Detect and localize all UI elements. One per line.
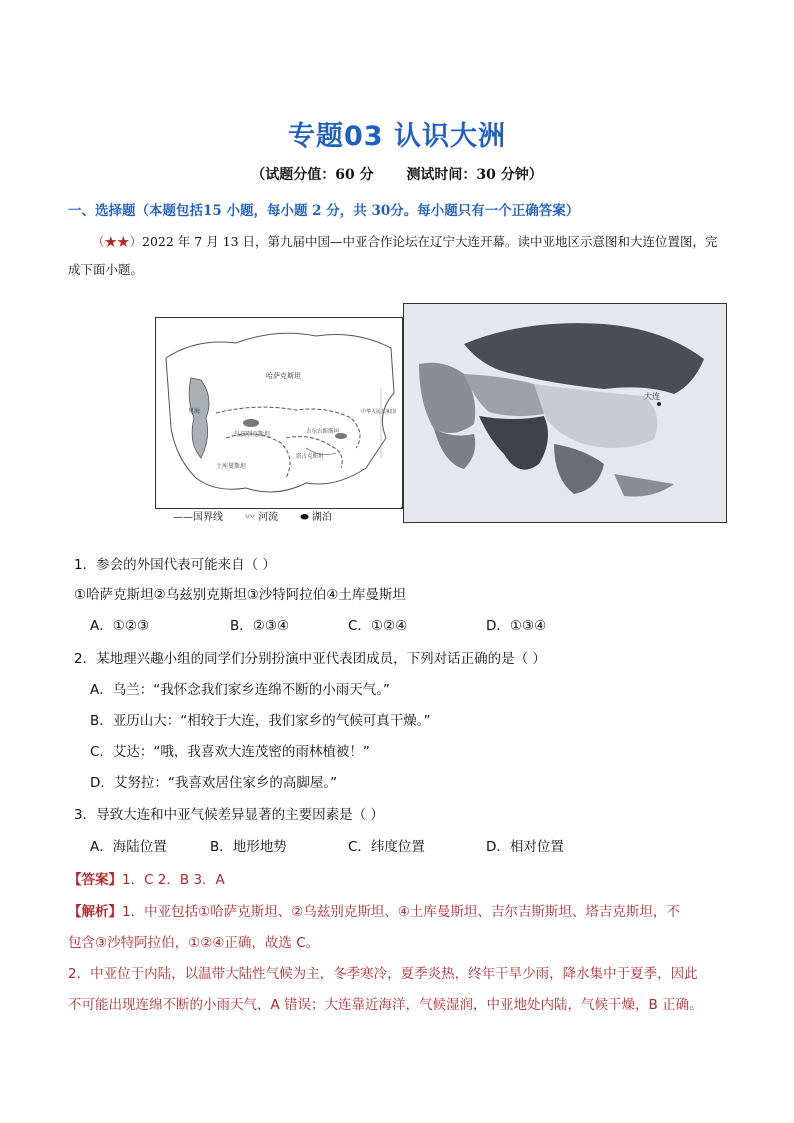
time-info: 测试时间：30 分钟） (406, 167, 543, 183)
label-dalian: 大连 (644, 392, 660, 401)
question-2-option-a[interactable]: A．乌兰：“我怀念我们家乡连绵不断的小雨天气。” (90, 682, 390, 698)
question-1-sub: ①哈萨克斯坦②乌兹别克斯坦③沙特阿拉伯④土库曼斯坦 (74, 587, 406, 603)
question-3-option-d[interactable]: D．相对位置 (486, 839, 564, 855)
analysis-tag: 【解析】 (68, 904, 122, 920)
label-uzbekistan: 乌兹别克斯坦 (234, 431, 271, 438)
question-1-option-a[interactable]: A．①②③ (90, 618, 150, 634)
question-2-option-d[interactable]: D．艾努拉：“我喜欢居住家乡的高脚屋。” (90, 775, 338, 791)
difficulty-stars: （★★） (92, 234, 143, 249)
analysis-line-2: 包含③沙特阿拉伯，①②④正确，故选 C。 (68, 935, 320, 951)
question-3-option-a[interactable]: A．海陆位置 (90, 839, 167, 855)
question-1-stem: 1．参会的外国代表可能来自（ ） (74, 557, 276, 573)
question-intro (68, 228, 728, 284)
central-asia-map-drawing (156, 318, 402, 508)
asia-map (403, 303, 727, 523)
legend-river: 〰 河流 (245, 512, 279, 523)
score-info: （试题分值：60 分 (251, 167, 374, 183)
exam-info (0, 164, 794, 184)
label-kyrgyzstan: 吉尔吉斯斯坦 (306, 429, 340, 435)
label-kazakhstan: 哈萨克斯坦 (266, 372, 301, 380)
question-3-stem: 3．导致大连和中亚气候差异显著的主要因素是（ ） (74, 807, 384, 823)
label-caspian: 里海 (188, 408, 201, 415)
question-1-option-b[interactable]: B．②③④ (230, 618, 290, 634)
label-china: 中华人民共和国 (361, 409, 397, 415)
intro-text: 2022 年 7 月 13 日，第九届中国—中亚合作论坛在辽宁大连开幕。读中亚地区示意图和大连位置图，完成下面小题。 (68, 234, 718, 277)
question-2-stem: 2．某地理兴趣小组的同学们分别扮演中亚代表团成员，下列对话正确的是（ ） (74, 651, 546, 667)
section-heading: 一、选择题（本题包括15 小题，每小题 2 分，共 30分。每小题只有一个正确答案） (68, 203, 580, 219)
question-3-option-c[interactable]: C．纬度位置 (348, 839, 425, 855)
question-2-option-c[interactable]: C．艾达：“哦，我喜欢大连茂密的雨林植被！” (90, 744, 370, 760)
map-legend (173, 508, 332, 523)
question-1-option-d[interactable]: D．①③④ (486, 618, 547, 634)
label-tajikistan: 塔吉克斯坦 (296, 454, 324, 460)
answer-tag: 【答案】 (68, 872, 122, 888)
asia-map-drawing (404, 304, 726, 522)
analysis-line-3: 2．中亚位于内陆，以温带大陆性气候为主，冬季寒冷，夏季炎热，终年干旱少雨，降水集中于夏季，因此 (68, 966, 698, 982)
question-2-option-b[interactable]: B．亚历山大：“相较于大连，我们家乡的气候可真干燥。” (90, 713, 431, 729)
label-turkmenistan: 土库曼斯坦 (216, 463, 247, 470)
legend-border: ——国界线 (173, 512, 223, 523)
analysis-line-4: 不可能出现连绵不断的小雨天气，A 错误；大连靠近海洋，气候湿润，中亚地处内陆，气候干燥，B 正确。 (68, 997, 703, 1013)
analysis-line-1: 【解析】1．中亚包括①哈萨克斯坦、②乌兹别克斯坦、④土库曼斯坦、吉尔吉斯斯坦、塔吉克斯坦，不 (68, 904, 680, 920)
map-figure (155, 303, 727, 525)
answer-text: 1．C 2．B 3．A (122, 872, 225, 888)
page-title: 专题03 认识大洲 (288, 121, 506, 152)
central-asia-map (155, 317, 403, 509)
answer-line (68, 868, 225, 888)
legend-lake: ⬬ 湖泊 (300, 512, 332, 523)
question-1-option-c[interactable]: C．①②④ (348, 618, 408, 634)
question-3-option-b[interactable]: B．地形地势 (210, 839, 287, 855)
